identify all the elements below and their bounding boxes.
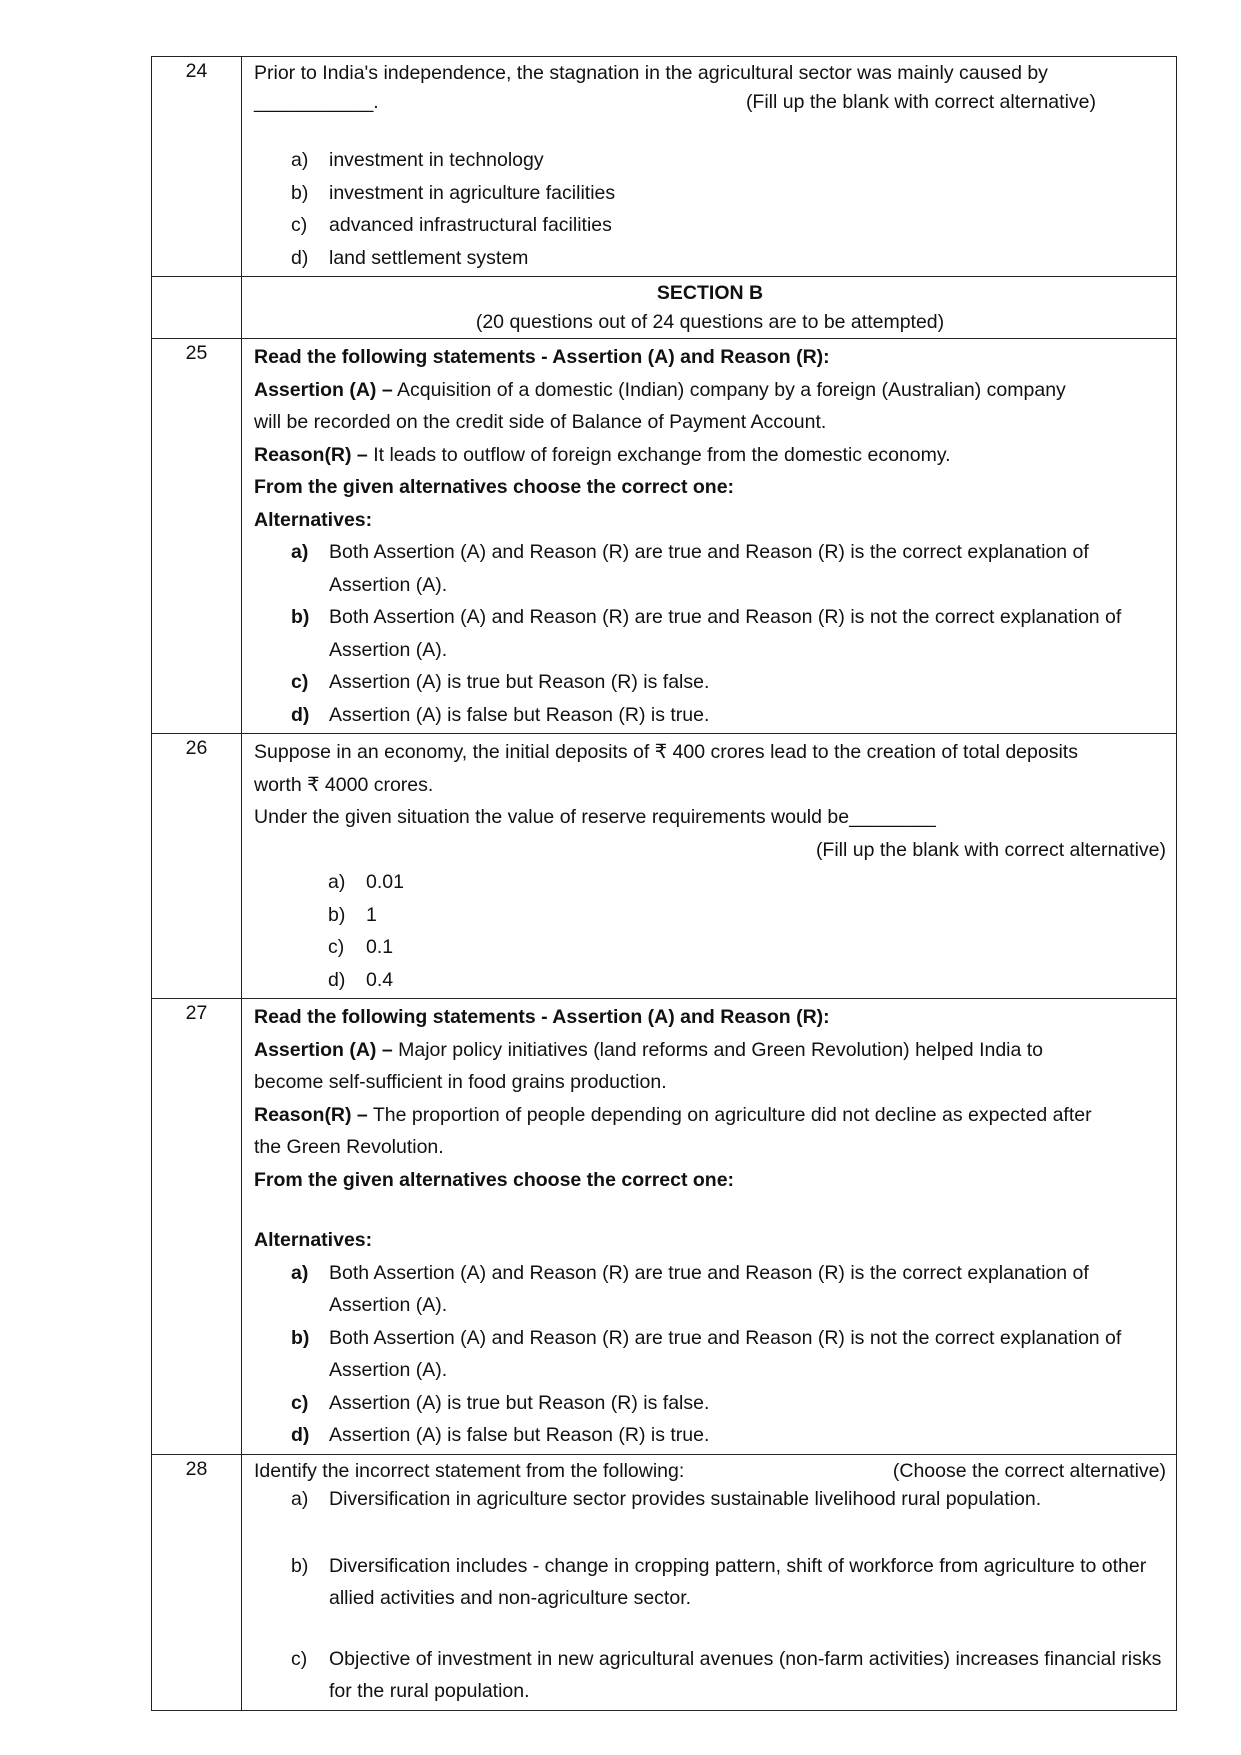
- option-a: a) Diversification in agriculture sector provides sustainable livelihood rural population.: [291, 1488, 1042, 1510]
- option-b: b) Both Assertion (A) and Reason (R) are true and Reason (R) is not the correct explanation of Assertion (A).: [291, 606, 1122, 661]
- question-content: [242, 734, 1177, 999]
- spacer: [291, 1514, 1166, 1550]
- option-b: b) Diversification includes - change in cropping pattern, shift of workforce from agriculture to other allied activities and non-agriculture sector.: [291, 1554, 1147, 1609]
- question-stem-line: [254, 1457, 1166, 1486]
- option-b: b) Both Assertion (A) and Reason (R) are true and Reason (R) is not the correct explanation of Assertion (A).: [291, 1326, 1122, 1381]
- option-c: c) Assertion (A) is true but Reason (R) is false.: [291, 1391, 710, 1414]
- instruction: (Fill up the blank with correct alternative): [815, 838, 1166, 861]
- question-heading: Read the following statements - Assertion (A) and Reason (R):: [254, 1006, 830, 1028]
- assertion: Assertion (A) – Acquisition of a domestic (Indian) company by a foreign (Australian) company: [254, 378, 1066, 401]
- question-content: [242, 999, 1177, 1455]
- section-b-row: [152, 277, 1177, 339]
- question-table: [151, 56, 1177, 1711]
- question-number: 26: [152, 734, 242, 999]
- section-header: [242, 277, 1177, 339]
- alternatives-heading: Alternatives:: [254, 1229, 373, 1251]
- option-c: c) advanced infrastructural facilities: [291, 214, 612, 236]
- option-c: c) Objective of investment in new agricultural avenues (non-farm activities) increases financial risks for the rural population.: [291, 1647, 1162, 1702]
- option-b: b) investment in agriculture facilities: [291, 181, 616, 204]
- spacer: [254, 116, 1166, 144]
- option-d: d) Assertion (A) is false but Reason (R) is true.: [291, 1424, 710, 1446]
- question-row-26: [152, 734, 1177, 999]
- question-content: [242, 339, 1177, 734]
- assertion-continued: become self-sufficient in food grains production.: [254, 1071, 667, 1093]
- question-row-25: [152, 339, 1177, 734]
- section-title: SECTION B: [656, 282, 764, 304]
- options-list: [328, 866, 1166, 996]
- question-line-1: Suppose in an economy, the initial deposits of ₹ 400 crores lead to the creation of total deposits: [254, 741, 1078, 763]
- question-heading: Read the following statements - Assertion (A) and Reason (R):: [254, 346, 830, 368]
- option-d: d) Assertion (A) is false but Reason (R) is true.: [291, 703, 710, 726]
- question-line-3: Under the given situation the value of reserve requirements would be________: [254, 806, 936, 828]
- option-a: a) investment in technology: [291, 149, 544, 171]
- question-number: 28: [152, 1454, 242, 1710]
- blank: ___________.: [254, 90, 379, 113]
- instruction: (Fill up the blank with correct alternative): [745, 90, 1096, 113]
- question-stem: Prior to India's independence, the stagnation in the agricultural sector was mainly caused by: [254, 62, 1048, 84]
- option-c: c) 0.1: [328, 936, 394, 958]
- assertion: Assertion (A) – Major policy initiatives (land reforms and Green Revolution) helped India to: [254, 1038, 1044, 1061]
- option-c: c) Assertion (A) is true but Reason (R) is false.: [291, 671, 710, 693]
- reason: Reason(R) – It leads to outflow of foreign exchange from the domestic economy.: [254, 443, 951, 466]
- question-row-24: [152, 57, 1177, 277]
- spacer: [291, 1615, 1166, 1643]
- options-list: [291, 536, 1166, 731]
- instruction: (Choose the correct alternative): [892, 1459, 1166, 1482]
- option-d: d) 0.4: [328, 968, 394, 991]
- option-b: b) 1: [328, 903, 377, 926]
- section-subtitle: (20 questions out of 24 questions are to be attempted): [475, 310, 945, 333]
- question-content: [242, 57, 1177, 277]
- option-a: a) 0.01: [328, 871, 404, 893]
- alternatives-heading: Alternatives:: [254, 508, 373, 531]
- question-row-27: [152, 999, 1177, 1455]
- question-number: 27: [152, 999, 242, 1455]
- question-stem: Identify the incorrect statement from the following:: [254, 1459, 685, 1482]
- options-list: [291, 144, 1166, 274]
- blank-line: [254, 88, 1166, 117]
- choose-instruction: From the given alternatives choose the correct one:: [254, 1168, 735, 1191]
- empty-number-cell: [152, 277, 242, 339]
- option-a: a) Both Assertion (A) and Reason (R) are true and Reason (R) is the correct explanation of Assertion (A).: [291, 541, 1089, 596]
- question-row-28: [152, 1454, 1177, 1710]
- question-line-2: worth ₹ 4000 crores.: [254, 773, 434, 796]
- reason-continued: the Green Revolution.: [254, 1136, 444, 1158]
- assertion-continued: will be recorded on the credit side of Balance of Payment Account.: [254, 411, 827, 433]
- options-list: [291, 1257, 1166, 1452]
- option-a: a) Both Assertion (A) and Reason (R) are true and Reason (R) is the correct explanation of Assertion (A).: [291, 1261, 1089, 1316]
- question-content: [242, 1454, 1177, 1710]
- question-number: 25: [152, 339, 242, 734]
- choose-instruction: From the given alternatives choose the correct one:: [254, 476, 735, 498]
- spacer: [254, 1196, 1166, 1224]
- reason: Reason(R) – The proportion of people depending on agriculture did not decline as expected after: [254, 1103, 1092, 1126]
- options-list: [291, 1485, 1166, 1708]
- option-d: d) land settlement system: [291, 246, 529, 269]
- question-number: 24: [152, 57, 242, 277]
